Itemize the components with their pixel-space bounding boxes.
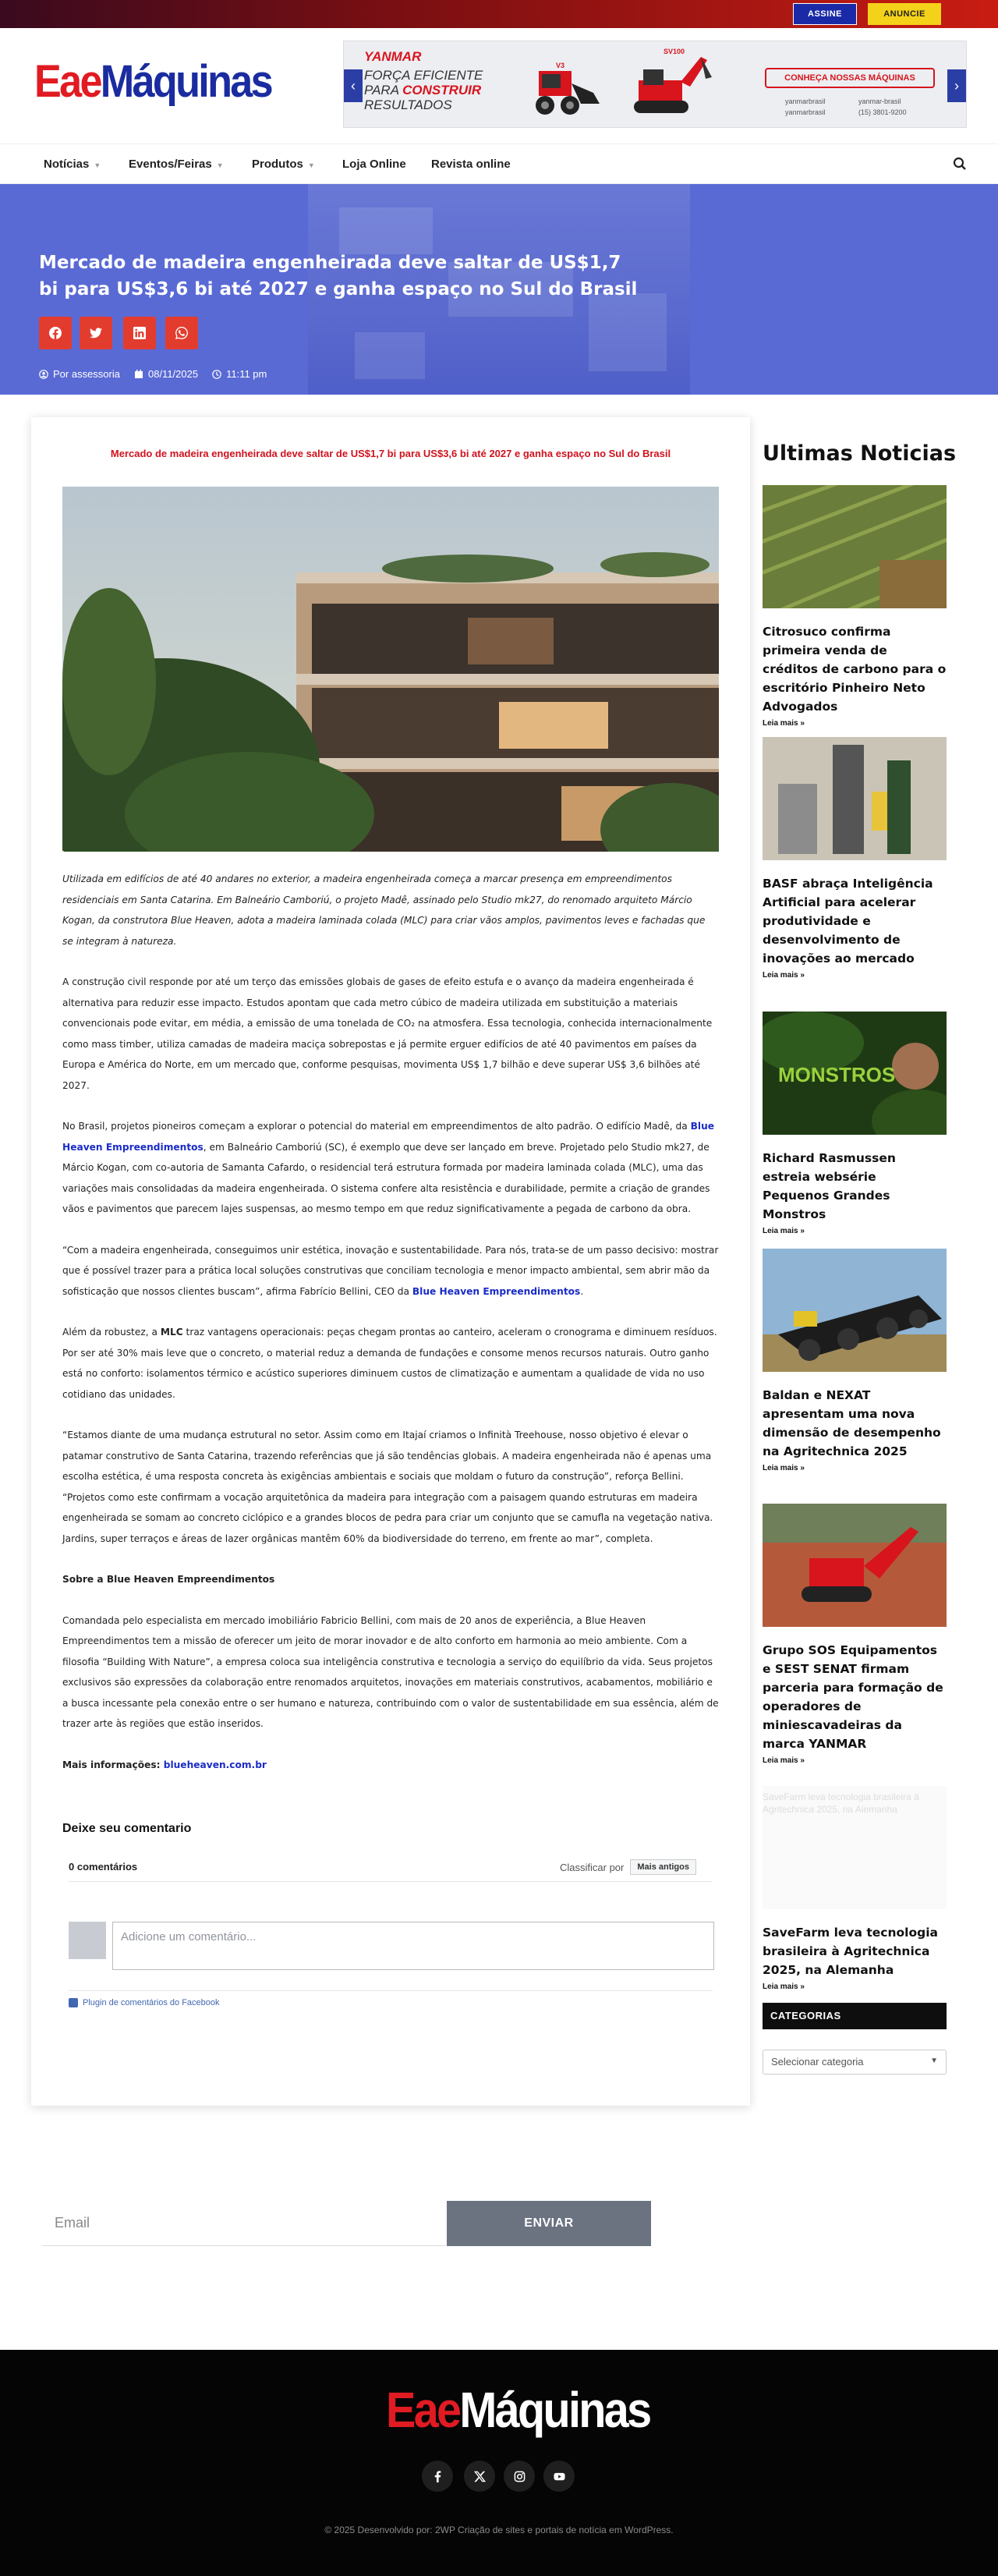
sidebar-post[interactable] xyxy=(763,1786,947,1991)
footer-youtube-link[interactable] xyxy=(543,2461,575,2492)
read-more-link[interactable]: Leia mais » xyxy=(763,1227,805,1235)
search-icon[interactable] xyxy=(953,157,967,171)
nav-item-eventos[interactable]: Eventos/Feiras ▼ xyxy=(129,158,224,171)
ad-social-linkedin: yanmar-brasil xyxy=(858,97,901,105)
share-whatsapp-button[interactable] xyxy=(165,317,198,349)
banner-next-arrow[interactable]: › xyxy=(947,69,966,102)
read-more-link[interactable]: Leia mais » xyxy=(763,971,805,980)
facebook-icon xyxy=(49,327,62,339)
article-hero-title: Mercado de madeira engenheirada deve saltar de US$1,7 bi para US$3,6 bi até 2027 e ganha espaço no Sul do Brasil xyxy=(39,253,638,299)
chevron-down-icon: ▼ xyxy=(307,161,315,169)
post-thumbnail[interactable] xyxy=(763,485,947,608)
article-featured-image xyxy=(62,487,719,852)
website-link[interactable]: blueheaven.com.br xyxy=(163,1759,267,1770)
read-more-link[interactable]: Leia mais » xyxy=(763,1464,805,1472)
footer-x-link[interactable] xyxy=(464,2461,495,2492)
nav-item-produtos[interactable]: Produtos ▼ xyxy=(252,158,315,171)
svg-text:V3: V3 xyxy=(556,62,565,69)
site-header xyxy=(0,28,998,144)
svg-text:MONSTROS: MONSTROS xyxy=(778,1063,896,1086)
excavator-image xyxy=(615,46,717,119)
divider xyxy=(69,1881,713,1882)
more-info: Mais informações: blueheaven.com.br xyxy=(62,1759,267,1770)
chevron-down-icon: ▼ xyxy=(930,2057,938,2065)
post-title[interactable]: SaveFarm leva tecnologia brasileira à Agritechnica 2025, na Alemanha xyxy=(763,1926,938,1977)
site-logo[interactable]: EaeMáquinas xyxy=(34,56,271,107)
read-more-link[interactable]: Leia mais » xyxy=(763,1756,805,1765)
paragraph: No Brasil, projetos pioneiros começam a explorar o potencial do material em empreendimentos de alto padrão. O edifício Madê, da Blue Heaven Empreendimentos, em Balneário Camboriú (SC), é exemplo que deve ser lançado em breve. Projetado pelo Studio mk27, de Márcio Kogan, com co-autoria de Samanta Cafardo, o residencial terá estrutura formada por madeira laminada colada (MLC), uma das variações mais consolidadas da madeira engenheirada. O sistema confere alta resistência e durabilidade, permite a criação de grandes vãos e pavimentos que parecem lajes suspensas, ao mesmo tempo em que reduz significativamente a pegada de carbono da obra. xyxy=(62,1121,715,1214)
facebook-icon xyxy=(432,2471,444,2482)
ad-social-facebook: yanmarbrasil xyxy=(785,108,826,116)
whatsapp-icon xyxy=(175,327,188,339)
share-facebook-button[interactable] xyxy=(39,317,72,349)
read-more-link[interactable]: Leia mais » xyxy=(763,719,805,728)
ad-cta-button[interactable]: CONHEÇA NOSSAS MÁQUINAS xyxy=(765,68,935,88)
comment-input[interactable]: Adicione um comentário... xyxy=(112,1922,714,1970)
publish-time: 11:11 pm xyxy=(212,368,267,380)
ad-social-instagram: yanmarbrasil xyxy=(785,97,826,105)
post-title[interactable]: Grupo SOS Equipamentos e SEST SENAT firmam parceria para formação de operadores de miniescavadeiras da marca YANMAR xyxy=(763,1643,943,1751)
comments-heading: Deixe seu comentario xyxy=(62,1822,192,1835)
article-meta xyxy=(39,368,267,380)
sidebar-post[interactable] xyxy=(763,1012,947,1235)
post-title[interactable]: BASF abraça Inteligência Artificial para acelerar produtividade e desenvolvimento de inovações ao mercado xyxy=(763,877,933,966)
top-bar xyxy=(0,0,998,28)
instagram-icon xyxy=(514,2471,526,2482)
site-footer xyxy=(0,2350,998,2576)
post-thumbnail[interactable] xyxy=(763,737,947,860)
avatar xyxy=(69,1922,106,1959)
article-body xyxy=(62,869,719,1795)
post-title[interactable]: Baldan e NEXAT apresentam uma nova dimensão de desempenho na Agritechnica 2025 xyxy=(763,1388,941,1458)
footer-facebook-link[interactable] xyxy=(422,2461,453,2492)
sidebar-post[interactable] xyxy=(763,737,947,980)
paragraph: A construção civil responde por até um terço das emissões globais de gases de efeito estufa e o avanço da madeira engenheirada é alternativa para reduzir esse impacto. Estudos apontam que cada metro cúbico de madeira utilizada em substituição a materiais convencionais pode evitar, em média, a emissão de uma tonelada de CO₂ na atmosfera. Essa tecnologia, conhecida internacionalmente como mass timber, utiliza camadas de madeira maciça sobrepostas e já permite erguer edifícios de até 40 pavimentos em países da Europa e América do Norte, em um mercado que, conforme pesquisas, movimenta US$ 1,7 bilhão e deve superar US$ 3,6 bilhões até 2027. xyxy=(62,976,713,1091)
banner-prev-arrow[interactable]: ‹ xyxy=(344,69,363,102)
sidebar-post[interactable] xyxy=(763,485,947,728)
share-linkedin-button[interactable] xyxy=(123,317,156,349)
image-caption: Utilizada em edifícios de até 40 andares no exterior, a madeira engenheirada começa a marcar presença em empreendimentos residenciais em Santa Catarina. Em Balneário Camboriú, o projeto Madê, assinado pelo Studio mk27, do renomado arquiteto Márcio Kogan, da construtora Blue Heaven, adota a madeira laminada colada (MLC) para criar vãos amplos, pavimentos leves e fachadas que se integram à natureza. xyxy=(62,873,706,947)
post-thumbnail[interactable] xyxy=(763,1249,947,1372)
developer-link[interactable]: 2WP Criação de sites e portais de notícia em WordPress. xyxy=(434,2525,674,2535)
paragraph: Comandada pelo especialista em mercado imobiliário Fabricio Bellini, com mais de 20 anos de experiência, a Blue Heaven Empreendimentos tem a missão de oferecer um jeito de morar inovador e de alto conforto em harmonia ao meio ambiente. Com a filosofia “Building With Nature”, a empresa coloca sua inteligência construtiva e tecnologia a serviço do equilíbrio da vida. Seus projetos exclusivos são expressões da colaboração entre renomados arquitetos, inovações em materiais construtivos, acabamentos, mobiliário e a busca incessante pela conexão entre o ser humano e natureza, contribuindo com o valor de sustentabilidade em sua essência, além de trazer arte às regiões que estão inseridos. xyxy=(62,1614,719,1729)
facebook-icon xyxy=(69,1998,78,2007)
email-input[interactable]: Email xyxy=(42,2201,446,2246)
advertise-button[interactable]: ANUNCIE xyxy=(868,3,941,25)
blue-heaven-link[interactable]: Blue Heaven Empreendimentos xyxy=(62,1121,715,1153)
nav-item-noticias[interactable]: Notícias ▼ xyxy=(44,158,101,171)
nav-item-revista[interactable]: Revista online xyxy=(431,158,511,171)
post-title[interactable]: Richard Rasmussen estreia websérie Pequenos Grandes Monstros xyxy=(763,1151,896,1221)
footer-logo[interactable]: EaeMáquinas xyxy=(386,2382,650,2438)
read-more-link[interactable]: Leia mais » xyxy=(763,1982,805,1991)
user-icon xyxy=(39,370,48,379)
sidebar-post[interactable] xyxy=(763,1504,947,1765)
share-twitter-button[interactable] xyxy=(80,317,112,349)
subscribe-button[interactable]: ASSINE xyxy=(793,3,857,25)
sidebar-heading: Ultimas Noticias xyxy=(763,441,957,466)
facebook-plugin-link[interactable]: Plugin de comentários do Facebook xyxy=(69,1998,220,2007)
ad-brand: YANMAR xyxy=(364,49,422,64)
comment-count: 0 comentários xyxy=(69,1861,138,1873)
comment-sort: Classificar por Mais antigos xyxy=(560,1859,696,1875)
footer-instagram-link[interactable] xyxy=(504,2461,535,2492)
calendar-icon xyxy=(134,370,143,379)
copyright: © 2025 Desenvolvido por: 2WP Criação de sites e portais de notícia em WordPress. xyxy=(324,2525,674,2535)
broken-image-alt: SaveFarm leva tecnologia brasileira à Agritechnica 2025, na Alemanha xyxy=(763,1791,919,1815)
twitter-icon xyxy=(90,327,102,339)
sort-select[interactable]: Mais antigos xyxy=(630,1859,696,1875)
x-icon xyxy=(474,2471,486,2482)
article-title: Mercado de madeira engenheirada deve saltar de US$1,7 bi para US$3,6 bi até 2027 e ganha espaço no Sul do Brasil xyxy=(110,448,671,459)
subheading: Sobre a Blue Heaven Empreendimentos xyxy=(62,1574,275,1585)
chevron-down-icon: ▼ xyxy=(216,161,224,169)
svg-text:SV100: SV100 xyxy=(664,48,685,55)
submit-button[interactable]: ENVIAR xyxy=(447,2201,651,2246)
article-hero xyxy=(0,184,998,395)
chevron-down-icon: ▼ xyxy=(94,161,101,169)
paragraph: “Com a madeira engenheirada, conseguimos unir estética, inovação e sustentabilidade. Para nós, trata-se de um passo decisivo: mostrar que é possível trazer para a prática local soluções construtivas que conciliam tecnologia e menor impacto ambiental, sem abrir mão da sofisticação que nossos clientes buscam”, afirma Fabrício Bellini, CEO da Blue Heaven Empreendimentos. xyxy=(62,1244,719,1297)
post-thumbnail[interactable] xyxy=(763,1012,947,1135)
ad-phone: (15) 3801-9200 xyxy=(858,108,907,116)
category-select[interactable]: Selecionar categoria ▼ xyxy=(763,2050,947,2075)
youtube-icon xyxy=(554,2471,565,2482)
post-thumbnail[interactable] xyxy=(763,1786,947,1909)
author[interactable]: Por assessoria xyxy=(39,368,120,380)
main-nav xyxy=(0,144,998,184)
ad-tagline: FORÇA EFICIENTE PARA CONSTRUIR RESULTADOS xyxy=(364,68,483,112)
clock-icon xyxy=(212,370,221,379)
categories-heading: CATEGORIAS xyxy=(763,2003,947,2029)
post-thumbnail[interactable] xyxy=(763,1504,947,1627)
paragraph: Além da robustez, a MLC traz vantagens operacionais: peças chegam prontas ao canteiro, aceleram o cronograma e diminuem resíduos. Por ser até 30% mais leve que o concreto, o material reduz a demanda de fundações e consome menos recursos naturais. Outro ganho está no conforto: isolamentos térmico e acústico superiores diminuem custos de climatização e aumentam a qualidade de vida no uso cotidiano das unidades. xyxy=(62,1327,717,1400)
post-title[interactable]: Citrosuco confirma primeira venda de créditos de carbono para o escritório Pinheiro Neto Advogados xyxy=(763,625,947,714)
linkedin-icon xyxy=(133,327,146,339)
sidebar-post[interactable] xyxy=(763,1249,947,1472)
divider xyxy=(69,1990,713,1991)
yanmar-ad-banner[interactable] xyxy=(343,41,967,128)
publish-date: 08/11/2025 xyxy=(134,368,198,380)
nav-item-loja[interactable]: Loja Online xyxy=(342,158,406,171)
paragraph: “Estamos diante de uma mudança estrutural no setor. Assim como em Itajaí criamos o Infinità Treehouse, nosso objetivo é elevar o patamar construtivo de Santa Catarina, trazendo referências que já são tendências globais. A madeira engenheirada não é apenas uma escolha estética, é uma resposta concreta às exigências ambientais e sociais que moldam o futuro da construção”, reforça Bellini. “Projetos como este confirmam a vocação arquitetônica da madeira para integração com a paisagem quando estruturas em madeira engenheirada se somam ao concreto ciclópico e a grandes blocos de pedra para criar um conjunto que se camufla na vegetação nativa. Jardins, super terraços e áreas de lazer orgânicas mantêm 60% da biodiversidade do terreno, em frente ao mar”, completa. xyxy=(62,1430,713,1544)
loader-machine-image xyxy=(515,57,609,119)
blue-heaven-link[interactable]: Blue Heaven Empreendimentos xyxy=(412,1285,581,1297)
